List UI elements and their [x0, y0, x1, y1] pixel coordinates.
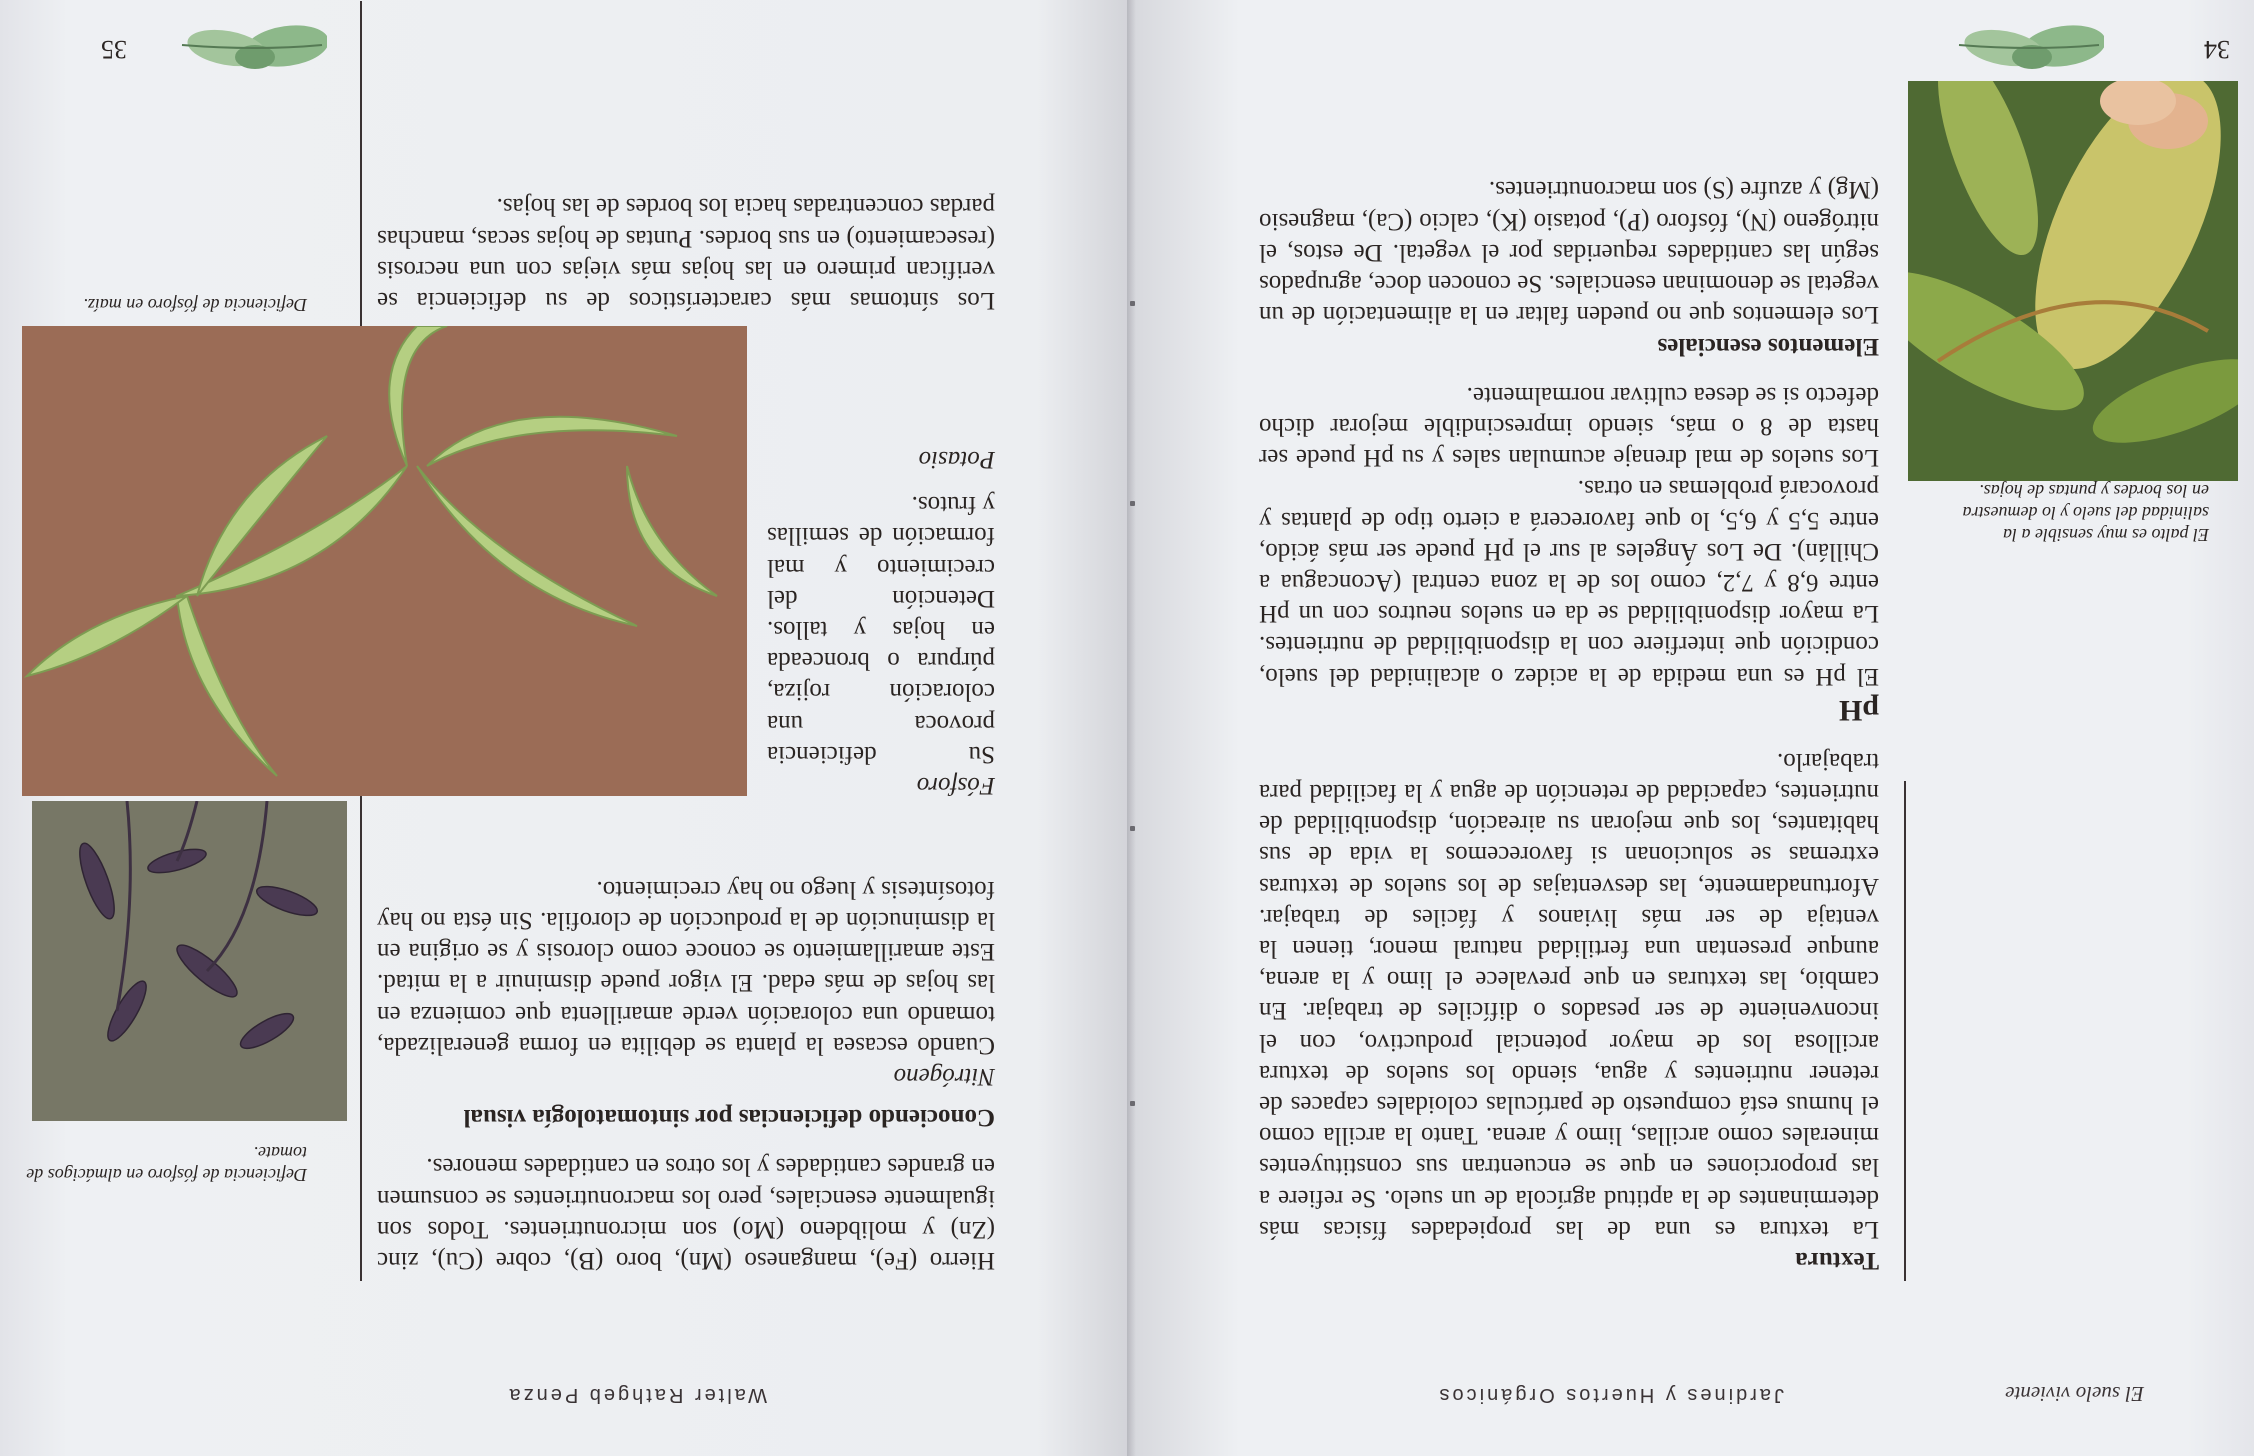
mint-leaf-ornament: [1954, 11, 2104, 81]
tomato-seedlings-photo: [32, 801, 347, 1121]
running-head-author: Walter Rathgeb Penza: [506, 1384, 767, 1406]
maize-photo-caption: Deficiencia de fósforo en maíz.: [83, 295, 307, 315]
textura-heading: Textura: [1795, 1247, 1879, 1274]
right-text-column: [377, 874, 995, 1276]
fosforo-column: [767, 444, 995, 801]
elementos-paragraph: Los elementos que no pueden faltar en la alimentación de un vegetal se denominan esenciales. Se conocen doce, agrupados según las cantidades requeridas por el vegetal. De estos, el nitrógeno (N), fósforo (P), potasio (K), calcio (Ca), magnesio (Mg) y azufre (S) son macronutrientes.: [1259, 176, 1879, 329]
page-number: 34: [2204, 35, 2230, 64]
fosforo-paragraph: Su deficiencia provoca una coloración rojiza, púrpura o bronceada en hojas y tallos. Detención del crecimiento y mal formación de semillas y frutos.: [767, 491, 995, 768]
page-34: [1127, 0, 2254, 1456]
potasio-paragraph: Los síntomas más característicos de su deficiencia se verifican primero en las hojas más viejas con una necrosis (resecamiento) en sus bordes. Puntas de hojas secas, manchas pardas concentradas hacia los bordes de las hojas.: [377, 193, 995, 314]
textura-paragraph: La textura es una de las propiedades físicas más determinantes de la aptitud agrícola de un suelo. Se refiere a las proporciones en que se encuentran sus constituyentes minerales como arcillas, limo y arena. Tanto la arcilla como el humus está compuesto de partículas coloidales capaces de retener nutrientes y agua, siendo los suelos de textura arcillosa los de mayor potencial productivo, con el inconveniente de ser pesados o difíciles de trabajar. En cambio, las texturas en que prevalece el limo y la arena, aunque presentan una fertilidad natural menor, tienen la ventaja de ser más livianos y fáciles de trabajar. Afortunadamente, las desventajas de los suelos de texturas extremas se solucionan si favorecemos la vida de sus habitantes, los que mejoran su aireación, disponibilidad de nutrientes, capacidad de retención de agua y la facilidad para trabajarlo.: [1259, 747, 1879, 1243]
mint-leaf-ornament: [177, 11, 327, 81]
tomato-photo-caption: Deficiencia de fósforo en almácigos de tomate.: [26, 1143, 307, 1185]
ph-heading: pH: [1838, 693, 1879, 727]
section-heading: Conociendo deficiencias por sintomatología visual: [463, 1104, 995, 1132]
binding-stitch: [1130, 826, 1135, 831]
binding-stitch: [1130, 301, 1135, 306]
ph-paragraph-2: Los suelos de mal drenaje acumulan sales y su pH puede ser hasta de 8 o más, siendo imprescindible mejorar dicho defecto si se desea cultivar normalmente.: [1259, 381, 1879, 472]
micronutrients-paragraph: Hierro (Fe), manganeso (Mn), boro (B), cobre (Cu), zinc (Zn) y molibdeno (Mo) son micronutrientes. Todos son igualmente esenciales, pero los macronutrientes se consumen en grandes cantidades y los otros en cantidades menores.: [377, 1153, 995, 1274]
column-rule: [1904, 781, 1906, 1281]
ph-paragraph-1: El pH es una medida de la acidez o alcalinidad del suelo, condición que interfiere con la disponibilidad de nutrientes. La mayor disponibilidad se da en suelos neutros con un pH entre 6,8 y 7,2, como los de la zona central (Aconcagua a Chillán). De Los Ángeles al sur el pH puede ser más ácido, entre 5,5 y 6,5, lo que favorecerá a cierto tipo de plantas y provocará problemas en otras.: [1259, 475, 1879, 690]
potasio-heading: Potasio: [918, 445, 995, 473]
page-number: 35: [101, 35, 127, 64]
running-head-section: El suelo viviente: [2005, 1382, 2144, 1406]
avocado-leaves-photo: [1908, 81, 2238, 481]
maize-deficiency-photo: [22, 326, 747, 796]
avocado-photo-caption: El palto es muy sensible a la salinidad del suelo y lo demuestra en los bordes y puntas de hojas.: [1962, 481, 2209, 545]
left-text-column: [1259, 174, 1879, 1276]
nitrogeno-paragraph: Cuando escasea la planta se debilita en forma generalizada, tomando una coloración verde amarillenta que comienza en las hojas de más edad. El vigor puede disminuir a la mitad. Este amarillamiento se conoce como clorosis y se origina en la disminución de la producción de clorofila. Sin ésta no hay fotosíntesis y luego no hay crecimiento.: [377, 875, 995, 1059]
nitrogeno-heading: Nitrógeno: [893, 1062, 995, 1090]
binding-stitch: [1130, 501, 1135, 506]
potasio-column: [377, 191, 995, 316]
running-head: Jardines y Huertos Orgánicos: [1436, 1384, 1784, 1406]
elementos-heading: Elementos esenciales: [1657, 332, 1879, 360]
fosforo-heading: Fósforo: [916, 772, 995, 799]
binding-stitch: [1130, 1101, 1135, 1106]
